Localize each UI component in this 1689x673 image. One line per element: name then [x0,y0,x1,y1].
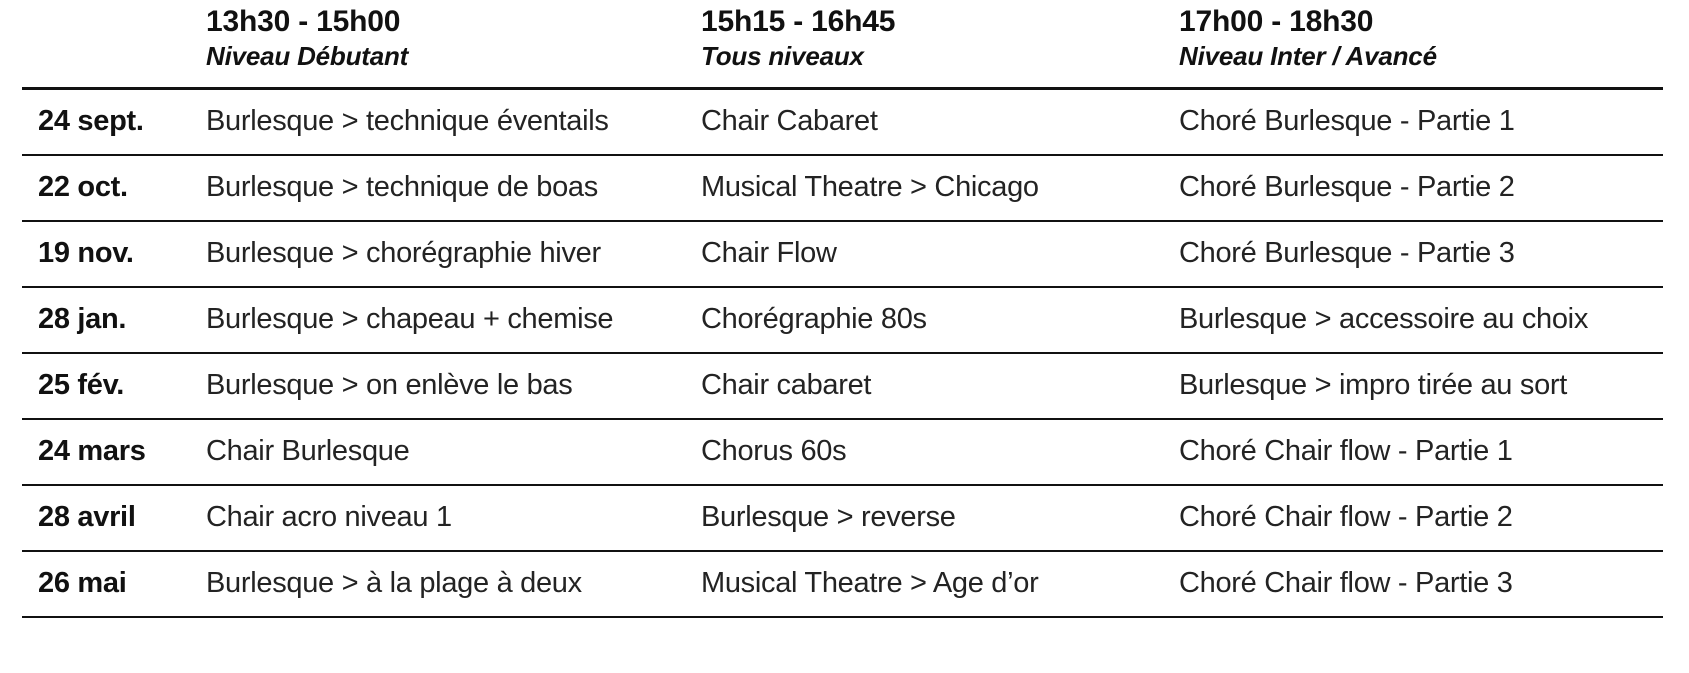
row-cell-slot-1: Burlesque > on enlève le bas [192,353,687,419]
table-row [22,221,1663,287]
row-cell-slot-3: Choré Chair flow - Partie 3 [1165,551,1663,617]
column-header-slot-1 [192,0,687,88]
table-row [22,155,1663,221]
table-row [22,353,1663,419]
row-cell-slot-3: Choré Chair flow - Partie 2 [1165,485,1663,551]
table-row [22,88,1663,155]
row-cell-slot-2: Chair cabaret [687,353,1165,419]
row-date: 24 sept. [22,88,192,155]
row-cell-slot-1: Burlesque > à la plage à deux [192,551,687,617]
header-row [22,0,1663,88]
row-date: 24 mars [22,419,192,485]
row-date: 19 nov. [22,221,192,287]
header-time-3: 17h00 - 18h30 [1179,5,1374,38]
row-cell-slot-1: Burlesque > chapeau + chemise [192,287,687,353]
row-cell-slot-1: Chair Burlesque [192,419,687,485]
header-time-1: 13h30 - 15h00 [206,5,401,38]
row-cell-slot-2: Burlesque > reverse [687,485,1165,551]
row-cell-slot-2: Chair Flow [687,221,1165,287]
header-level-2: Tous niveaux [701,41,864,72]
column-header-slot-2 [687,0,1165,88]
row-cell-slot-1: Chair acro niveau 1 [192,485,687,551]
row-date: 22 oct. [22,155,192,221]
row-date: 28 jan. [22,287,192,353]
row-cell-slot-1: Burlesque > technique éventails [192,88,687,155]
table-row [22,419,1663,485]
row-cell-slot-1: Burlesque > technique de boas [192,155,687,221]
table-body [22,88,1663,617]
header-level-1: Niveau Débutant [206,41,409,72]
row-cell-slot-2: Chorégraphie 80s [687,287,1165,353]
table-header [22,0,1663,88]
row-cell-slot-3: Choré Burlesque - Partie 3 [1165,221,1663,287]
row-date: 28 avril [22,485,192,551]
row-cell-slot-2: Musical Theatre > Chicago [687,155,1165,221]
column-header-date [22,0,192,88]
row-date: 25 fév. [22,353,192,419]
row-cell-slot-3: Choré Burlesque - Partie 2 [1165,155,1663,221]
row-cell-slot-2: Chorus 60s [687,419,1165,485]
header-level-3: Niveau Inter / Avancé [1179,41,1437,72]
row-cell-slot-3: Burlesque > impro tirée au sort [1165,353,1663,419]
column-header-slot-3 [1165,0,1663,88]
row-cell-slot-3: Choré Chair flow - Partie 1 [1165,419,1663,485]
schedule-table [22,0,1663,618]
row-cell-slot-3: Burlesque > accessoire au choix [1165,287,1663,353]
row-cell-slot-1: Burlesque > chorégraphie hiver [192,221,687,287]
row-date: 26 mai [22,551,192,617]
row-cell-slot-2: Musical Theatre > Age d’or [687,551,1165,617]
header-time-2: 15h15 - 16h45 [701,5,896,38]
table-row [22,485,1663,551]
table-row [22,287,1663,353]
row-cell-slot-3: Choré Burlesque - Partie 1 [1165,88,1663,155]
row-cell-slot-2: Chair Cabaret [687,88,1165,155]
table-row [22,551,1663,617]
